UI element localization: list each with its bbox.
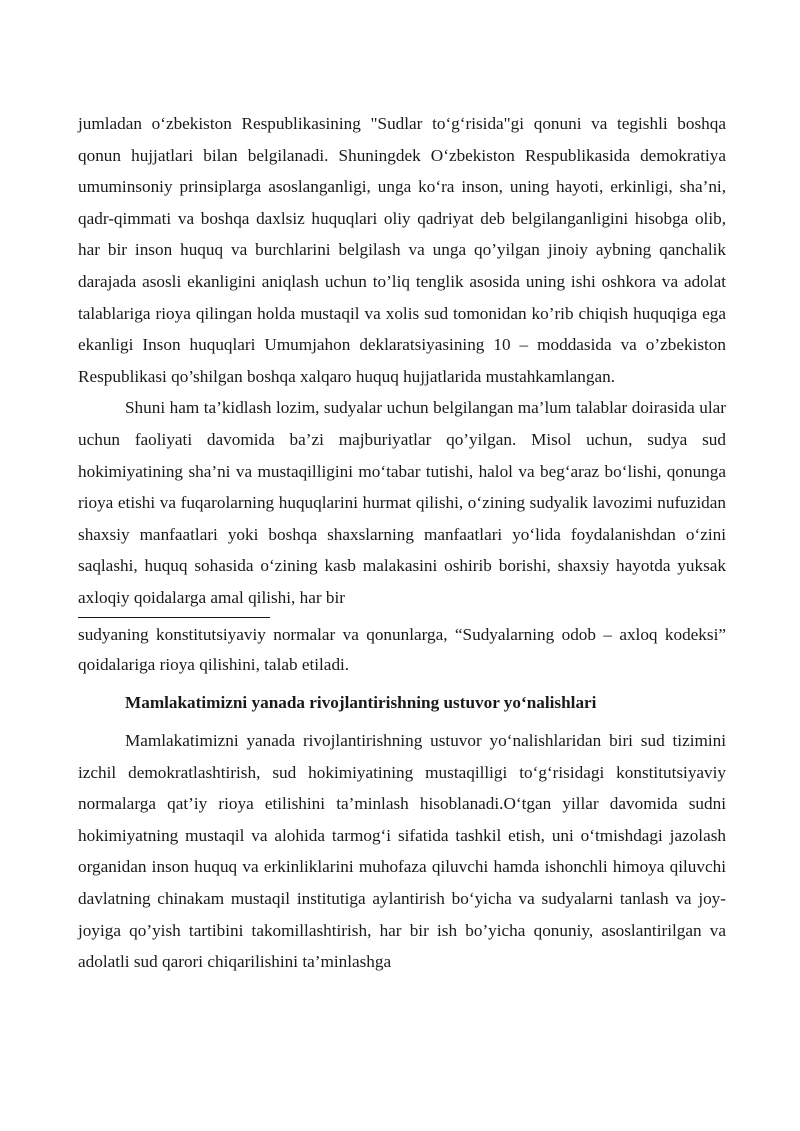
paragraph-2: Shuni ham ta’kidlash lozim, sudyalar uchun belgilangan ma’lum talablar doirasida ular uchun faoliyati davomida ba’zi majburiyatlar qo’yilgan. Misol uchun, sudya sud hokimiyatining sha’ni va mustaqilligini mo‘tabar tutishi, halol va beg‘araz bo‘lishi, qonunga rioya etishi va fuqarolarning huquqlarini hurmat qilishi, o‘zining sudyalik lavozimi nufuzidan shaxsiy manfaatlari yoki boshqa shaxslarning manfaatlari yo‘lida foydalanishdan o‘zini saqlashi, huquq sohasida o‘zining kasb malakasini oshirib borishi, shaxsiy hayotda yuksak axloqiy qoidalarga amal qilishi, har bir <box>78 398 726 607</box>
paragraph-3: Mamlakatimizni yanada rivojlantirishning ustuvor yo‘nalishlaridan biri sud tizimini izchil demokratlashtirish, sud hokimiyatining mustaqilligi to‘g‘risidagi konstitutsiyaviy normalarga qat’iy rioya etilishini ta’minlash hisoblanadi.O‘tgan yillar davomida sudni hokimiyatning mustaqil va alohida tarmog‘i sifatida tashkil etish, uni o‘tmishdagi jazolash organidan inson huquq va erkinliklarini muhofaza qiluvchi hamda ishonchli himoya qiluvchi davlatning chinakam mustaqil institutiga aylantirish bo‘yicha va sudyalarni tanlash va joy-joyiga qo’yish tartibini takomillashtirish, har bir ish bo’yicha qonuniy, asoslantirilgan va adolatli sud qarori chiqarilishini ta’minlashga <box>78 731 726 972</box>
section-heading: Mamlakatimizni yanada rivojlantirishning ustuvor yo‘nalishlari <box>125 692 597 712</box>
document-page <box>78 0 726 978</box>
paragraph-2-continuation: sudyaning konstitutsiyaviy normalar va qonunlarga, “Sudyalarning odob – axloq kodeksi” qoidalariga rioya qilishini, talab etiladi. <box>78 624 726 674</box>
paragraph-1: jumladan o‘zbekiston Respublikasining "Sudlar to‘g‘risida"gi qonuni va tegishli boshqa qonun hujjatlari bilan belgilanadi. Shuningdek O‘zbekiston Respublikasida demokratiya umuminsoniy prinsiplarga asoslanganligi, unga ko‘ra inson, uning hayoti, erkinligi, sha’ni, qadr-qimmati va boshqa daxlsiz huquqlari oliy qadriyat deb belgilanganligini hisobga olib, har bir inson huquq va burchlarini belgilash va unga qo’yilgan jinoiy aybning qanchalik darajada asosli ekanligini aniqlash uchun to’liq tenglik asosida uning ishi oshkora va adolat talablariga rioya qilingan holda mustaqil va xolis sud tomonidan ko’rib chiqish huquqiga ega ekanligi Inson huquqlari Umumjahon deklaratsiyasining 10 – moddasida va o’zbekiston Respublikasi qo’shilgan boshqa xalqaro huquq hujjatlarida mustahkamlangan. <box>78 114 726 386</box>
footnote-divider <box>78 617 270 618</box>
